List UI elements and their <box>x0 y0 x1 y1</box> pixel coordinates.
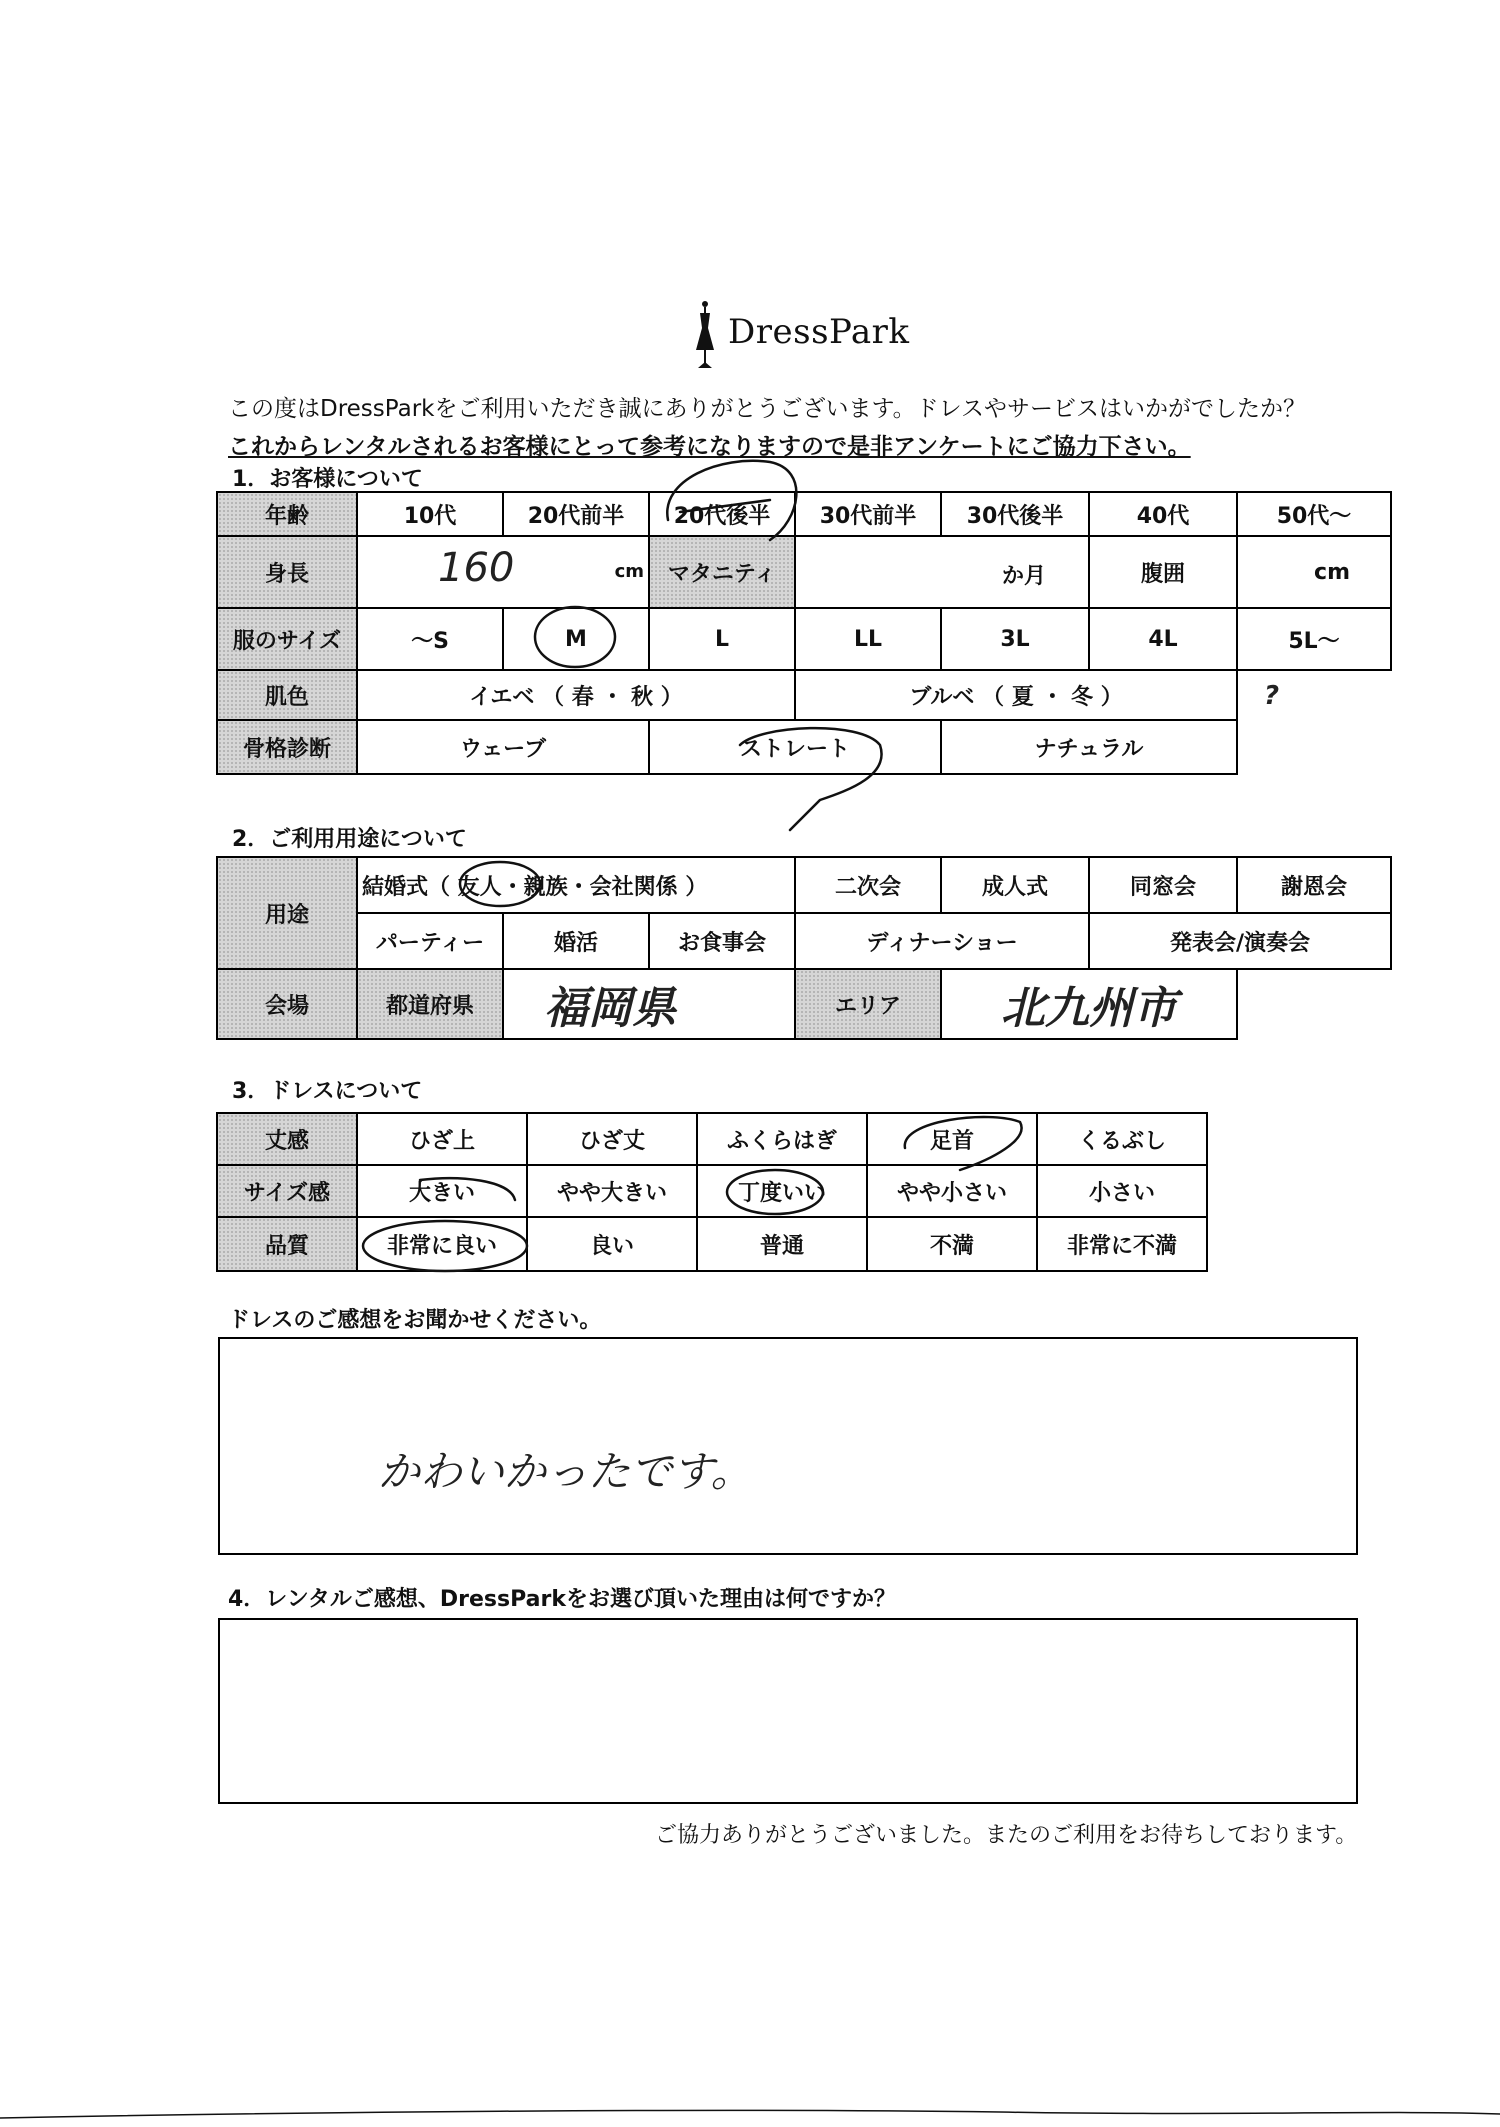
size-5l-plus[interactable]: 5L～ <box>1237 608 1391 670</box>
frame-straight[interactable]: ストレート <box>649 720 941 774</box>
fit-small[interactable]: 小さい <box>1037 1165 1207 1217</box>
prefecture-label: 都道府県 <box>357 969 503 1039</box>
size-s[interactable]: ～S <box>357 608 503 670</box>
impressions-box[interactable] <box>218 1337 1358 1555</box>
intro-line-2: これからレンタルされるお客様にとって参考になりますので是非アンケートにご協力下さい。 <box>228 434 1191 460</box>
size-l[interactable]: L <box>649 608 795 670</box>
size-ll[interactable]: LL <box>795 608 941 670</box>
impressions-title: ドレスのご感想をお聞かせください。 <box>228 1308 602 1333</box>
intro-line-1: この度はDressParkをご利用いただき誠にありがとうございます。ドレスやサービスはいかがでしたか？ <box>228 396 1306 422</box>
fit-large[interactable]: 大きい <box>357 1165 527 1217</box>
fit-label: サイズ感 <box>217 1165 357 1217</box>
length-label: 丈感 <box>217 1113 357 1165</box>
size-3l[interactable]: 3L <box>941 608 1089 670</box>
skin-blue-base[interactable]: ブルベ （ 夏 ・ 冬 ） <box>795 670 1237 720</box>
height-unit: cm <box>614 561 644 582</box>
frame-wave[interactable]: ウェーブ <box>357 720 649 774</box>
length-anklebone[interactable]: くるぶし <box>1037 1113 1207 1165</box>
length-calf[interactable]: ふくらはぎ <box>697 1113 867 1165</box>
frame-natural[interactable]: ナチュラル <box>941 720 1237 774</box>
skin-yellow-base[interactable]: イエベ （ 春 ・ 秋 ） <box>357 670 795 720</box>
section-1-title: 1．お客様について <box>232 467 423 492</box>
maternity-label: マタニティ <box>649 536 795 608</box>
fit-slightly-small[interactable]: やや小さい <box>867 1165 1037 1217</box>
dress-table <box>216 1112 1208 1272</box>
age-10s[interactable]: 10代 <box>357 492 503 536</box>
skin-label: 肌色 <box>217 670 357 720</box>
quality-average[interactable]: 普通 <box>697 1217 867 1271</box>
age-late-30s[interactable]: 30代後半 <box>941 492 1089 536</box>
age-40s[interactable]: 40代 <box>1089 492 1237 536</box>
section-2-title: 2．ご利用用途について <box>232 827 467 852</box>
fit-just-right[interactable]: 丁度いい <box>697 1165 867 1217</box>
use-after-party[interactable]: 二次会 <box>795 857 941 913</box>
use-thank-you-party[interactable]: 謝恩会 <box>1237 857 1391 913</box>
maternity-unit: か月 <box>1001 564 1046 589</box>
reason-box[interactable] <box>218 1618 1358 1804</box>
impressions-answer: かわいかったです。 <box>378 1447 753 1496</box>
use-konkatsu[interactable]: 婚活 <box>503 913 649 969</box>
use-recital[interactable]: 発表会/演奏会 <box>1089 913 1391 969</box>
venue-empty <box>1237 969 1391 1039</box>
venue-label: 会場 <box>217 969 357 1039</box>
quality-unsatisfied[interactable]: 不満 <box>867 1217 1037 1271</box>
quality-very-unsatisfied[interactable]: 非常に不満 <box>1037 1217 1207 1271</box>
height-value: 160 <box>438 545 515 591</box>
fit-slightly-large[interactable]: やや大きい <box>527 1165 697 1217</box>
logo-text: DressPark <box>728 312 910 352</box>
height-label: 身長 <box>217 536 357 608</box>
age-50s-plus[interactable]: 50代～ <box>1237 492 1391 536</box>
use-dinner[interactable]: お食事会 <box>649 913 795 969</box>
use-party[interactable]: パーティー <box>357 913 503 969</box>
section-4-title: 4．レンタルご感想、DressParkをお選び頂いた理由は何ですか？ <box>228 1587 896 1612</box>
prefecture-value[interactable]: 福岡県 <box>503 969 795 1039</box>
use-reunion[interactable]: 同窓会 <box>1089 857 1237 913</box>
length-knee[interactable]: ひざ丈 <box>527 1113 697 1165</box>
area-label: エリア <box>795 969 941 1039</box>
dress-icon <box>690 298 720 378</box>
use-label: 用途 <box>217 857 357 969</box>
logo <box>690 298 910 378</box>
age-late-20s[interactable]: 20代後半 <box>649 492 795 536</box>
size-label: 服のサイズ <box>217 608 357 670</box>
quality-good[interactable]: 良い <box>527 1217 697 1271</box>
skin-note: ? <box>1264 680 1280 711</box>
customer-table <box>216 491 1392 775</box>
waist-label: 腹囲 <box>1089 536 1237 608</box>
frame-label: 骨格診断 <box>217 720 357 774</box>
use-coming-of-age[interactable]: 成人式 <box>941 857 1089 913</box>
size-m[interactable]: M <box>503 608 649 670</box>
footer-message: ご協力ありがとうございました。またのご利用をお待ちしております。 <box>655 1823 1358 1848</box>
use-dinner-show[interactable]: ディナーショー <box>795 913 1089 969</box>
age-early-30s[interactable]: 30代前半 <box>795 492 941 536</box>
size-4l[interactable]: 4L <box>1089 608 1237 670</box>
frame-empty <box>1237 720 1391 774</box>
maternity-field[interactable] <box>795 536 1089 608</box>
section-3-title: 3．ドレスについて <box>232 1079 423 1104</box>
scan-line <box>0 2110 1500 2118</box>
quality-very-good[interactable]: 非常に良い <box>357 1217 527 1271</box>
quality-label: 品質 <box>217 1217 357 1271</box>
use-wedding[interactable]: 結婚式（ 友人・親族・会社関係 ） <box>357 857 795 913</box>
area-value[interactable]: 北九州市 <box>941 969 1237 1039</box>
age-early-20s[interactable]: 20代前半 <box>503 492 649 536</box>
age-label: 年齢 <box>217 492 357 536</box>
usage-table <box>216 856 1392 1040</box>
waist-unit[interactable]: cm <box>1237 536 1391 608</box>
length-ankle[interactable]: 足首 <box>867 1113 1037 1165</box>
height-field[interactable] <box>357 536 649 608</box>
length-above-knee[interactable]: ひざ上 <box>357 1113 527 1165</box>
